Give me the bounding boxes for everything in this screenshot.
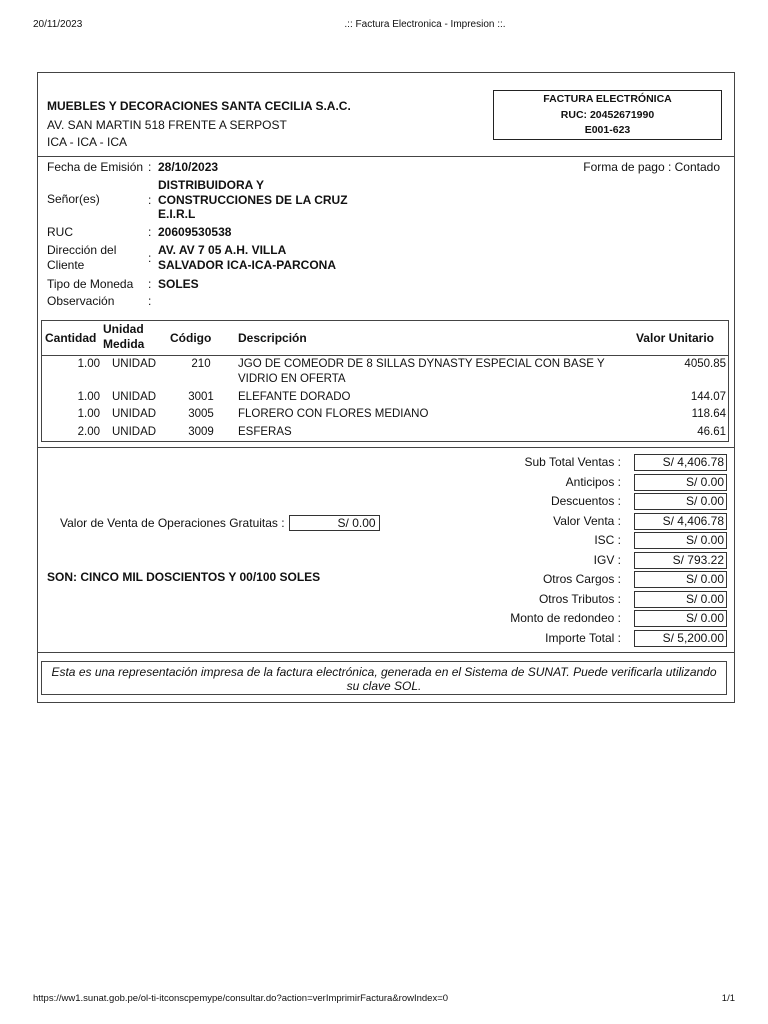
print-date: 20/11/2023	[33, 19, 83, 30]
free-operations	[60, 515, 380, 531]
issuer-name: MUEBLES Y DECORACIONES SANTA CECILIA S.A.C.	[47, 99, 351, 113]
total-row-sale-value	[418, 513, 727, 533]
field-separator: :	[148, 251, 152, 265]
item-unit: UNIDAD	[112, 390, 157, 403]
customer-ruc-value: 20609530538	[158, 225, 232, 239]
legal-note: Esta es una representación impresa de la factura electrónica, generada en el Sistema de SUNAT. Puede verificarla utilizando su clave SOL.	[41, 661, 727, 695]
free-operations-value: S/ 0.00	[289, 515, 380, 531]
totals-panel	[418, 454, 727, 649]
total-row-rounding	[418, 610, 727, 630]
document-number: E001-623	[584, 124, 631, 136]
item-code: 210	[191, 358, 211, 370]
item-code: 3005	[188, 408, 214, 420]
total-row-grand-total	[418, 630, 727, 650]
total-label: Descuentos :	[550, 494, 621, 508]
observation-label: Observación	[47, 294, 115, 308]
customer-name: DISTRIBUIDORA Y CONSTRUCCIONES DE LA CRUZ E.I.R.L	[158, 178, 348, 221]
total-label: Sub Total Ventas :	[524, 455, 621, 469]
total-value: S/ 4,406.78	[634, 454, 727, 471]
total-value: S/ 0.00	[634, 610, 727, 627]
total-label: Monto de redondeo :	[510, 611, 621, 625]
items-table	[41, 320, 729, 442]
total-label: Valor Venta :	[553, 513, 621, 528]
section-divider	[38, 156, 734, 157]
total-value: S/ 5,200.00	[634, 630, 727, 647]
item-unit: UNIDAD	[112, 408, 157, 420]
item-unit-value: 46.61	[697, 425, 726, 438]
customer-address-value: AV. AV 7 05 A.H. VILLA SALVADOR ICA-ICA-PARCONA	[158, 243, 336, 272]
print-page-number: 1/1	[721, 993, 735, 1004]
section-divider	[38, 652, 734, 653]
issuer-address: AV. SAN MARTIN 518 FRENTE A SERPOST	[47, 118, 287, 132]
header-unit: Unidad Medida	[103, 322, 145, 351]
issue-date-label: Fecha de Emisión	[47, 160, 144, 174]
document-type: FACTURA ELECTRÓNICA	[543, 93, 672, 105]
field-separator: :	[148, 160, 152, 174]
item-quantity: 1.00	[77, 358, 100, 370]
total-value: S/ 0.00	[634, 571, 727, 588]
print-footer-url: https://ww1.sunat.gob.pe/ol-ti-itconscpemype/consultar.do?action=verImprimirFactura&rowIndex=0	[33, 993, 449, 1004]
total-row-other-charges	[418, 571, 727, 591]
table-row	[42, 407, 726, 425]
customer-label: Señor(es)	[47, 192, 100, 206]
item-quantity: 1.00	[77, 390, 100, 403]
table-row	[42, 357, 726, 390]
item-description: ESFERAS	[238, 425, 292, 438]
amount-in-words: SON: CINCO MIL DOSCIENTOS Y 00/100 SOLES	[47, 570, 321, 584]
table-row	[42, 425, 726, 443]
field-separator: :	[148, 225, 152, 239]
total-row-isc	[418, 532, 727, 552]
total-value: S/ 0.00	[634, 474, 727, 491]
field-separator: :	[148, 294, 152, 308]
header-quantity: Cantidad	[45, 331, 97, 345]
invoice	[37, 72, 735, 703]
item-unit-value: 118.64	[691, 408, 726, 420]
item-unit: UNIDAD	[112, 358, 157, 370]
print-title: .:: Factura Electronica - Impresion ::.	[344, 19, 506, 30]
total-value: S/ 0.00	[634, 591, 727, 608]
field-separator: :	[148, 193, 152, 207]
currency-value: SOLES	[158, 277, 199, 291]
total-value: S/ 4,406.78	[634, 513, 727, 530]
payment-method: Forma de pago : Contado	[583, 160, 720, 174]
total-value: S/ 0.00	[634, 532, 727, 549]
total-row-igv	[418, 552, 727, 572]
item-quantity: 1.00	[77, 408, 100, 420]
total-value: S/ 793.22	[634, 552, 727, 569]
field-separator: :	[148, 277, 152, 291]
total-label: Importe Total :	[545, 630, 621, 645]
total-value: S/ 0.00	[634, 493, 727, 510]
header-unit-value: Valor Unitario	[635, 331, 714, 345]
header-code: Código	[170, 331, 212, 345]
item-unit-value: 4050.85	[684, 358, 726, 370]
customer-ruc-label: RUC	[47, 225, 73, 239]
items-table-header	[42, 321, 728, 356]
items-table-body	[42, 357, 726, 442]
issuer-location: ICA - ICA - ICA	[47, 135, 128, 149]
total-row-other-taxes	[418, 591, 727, 611]
item-description: JGO DE COMEODR DE 8 SILLAS DYNASTY ESPECIAL CON BASE Y VIDRIO EN OFERTA	[238, 358, 605, 385]
total-row-discounts	[418, 493, 727, 513]
item-unit-value: 144.07	[690, 390, 726, 403]
issuer-ruc: RUC: 20452671990	[560, 108, 655, 121]
total-label: Otros Tributos :	[538, 591, 621, 606]
total-label: IGV :	[593, 552, 621, 567]
document-id-box	[493, 90, 722, 140]
item-quantity: 2.00	[77, 425, 100, 438]
table-row	[42, 390, 726, 408]
total-label: Otros Cargos :	[542, 572, 621, 586]
item-code: 3009	[188, 425, 214, 438]
item-code: 3001	[188, 390, 214, 403]
header-description: Descripción	[238, 331, 307, 345]
total-label: Anticipos :	[565, 474, 621, 489]
currency-label: Tipo de Moneda	[47, 277, 134, 291]
free-operations-label: Valor de Venta de Operaciones Gratuitas :	[60, 515, 285, 530]
issue-date-value: 28/10/2023	[158, 160, 219, 174]
total-row-subtotal	[418, 454, 727, 474]
item-unit: UNIDAD	[112, 425, 157, 438]
customer-address-label: Dirección del Cliente	[47, 243, 117, 272]
total-row-advances	[418, 474, 727, 494]
section-divider	[38, 447, 734, 448]
item-description: ELEFANTE DORADO	[238, 390, 351, 403]
total-label: ISC :	[594, 533, 621, 547]
item-description: FLORERO CON FLORES MEDIANO	[238, 408, 429, 420]
